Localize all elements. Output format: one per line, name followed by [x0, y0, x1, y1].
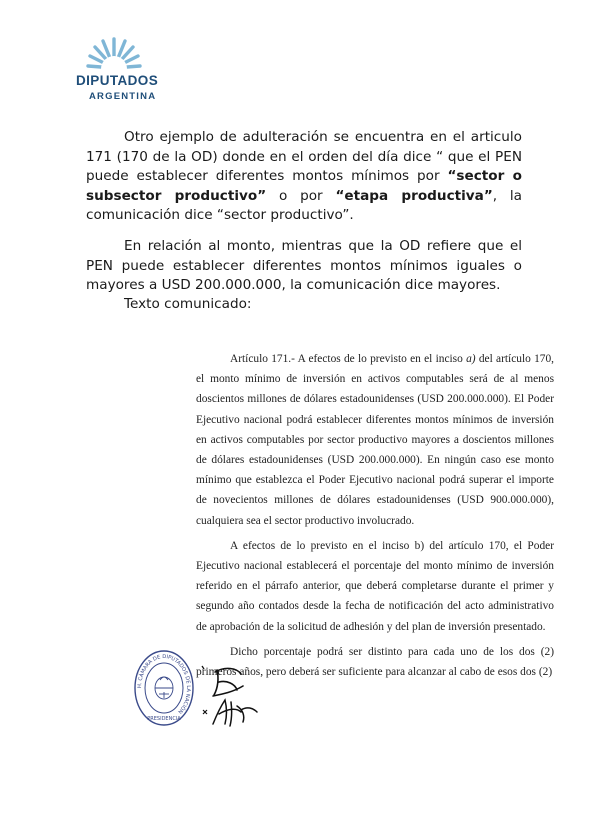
stamp-ring-text: H. CÁMARA DE DIPUTADOS DE LA NACIÓN: [136, 653, 192, 715]
handwritten-signature-2: [201, 696, 263, 730]
logo-name: DIPUTADOS: [76, 73, 159, 88]
article-171-text-1: Artículo 171.- A efectos de lo previsto en el inciso: [230, 353, 467, 365]
article-171-paragraph: [196, 349, 554, 531]
p1-text-1: Otro ejemplo de adulteración se encuentra en el articulo 171 (170 de la OD) donde en el orden del día dice “ que el PEN puede establecer diferentes montos mínimos por: [86, 129, 522, 184]
label-texto-comunicado: Texto comunicado:: [124, 296, 252, 312]
diputados-logo: [64, 36, 164, 106]
p1-bold-2: “etapa productiva”: [335, 187, 493, 204]
congress-dome-icon: [82, 36, 146, 70]
stamp-bottom-text: PRESIDENCIA: [147, 716, 181, 722]
p1-text-2: o por: [266, 187, 336, 204]
logo-country: ARGENTINA: [89, 91, 157, 102]
coat-of-arms-icon: [155, 677, 173, 699]
article-171-text-2: del artículo 170, el monto mínimo de inversión en activos computables será de al menos doscientos millones de dólares estadounidenses (USD 200.000.000). El Poder Ejecutivo nacional podrá establecer diferentes montos mínimos de inversión en activos computables por sector productivo mayores a doscientos millones de dólares estadounidenses (USD 200.000.000). En ningún caso ese monto mínimo que establezca el Poder Ejecutivo nacional podrá superar el importe de novecientos millones de dólares estadounidenses (USD 900.000.000), cualquiera sea el sector productivo involucrado.: [196, 353, 554, 527]
official-seal-stamp: [133, 648, 195, 728]
article-171-emphasis: a): [466, 353, 476, 365]
p1-bold-1: “sector o subsector productivo”: [86, 168, 522, 204]
paragraph-adulteration: [86, 128, 522, 226]
percentage-paragraph: Dicho porcentaje podrá ser distinto para cada uno de los dos (2) primeros años, pero deberá ser suficiente para alcanzar al cabo de esos dos (2): [196, 645, 554, 679]
p1-text-3: , la comunicación dice “sector productivo”.: [86, 187, 522, 223]
paragraph-amount: En relación al monto, mientras que la OD refiere que el PEN puede establecer diferentes montos mínimos iguales o mayores a USD 200.000.000, la comunicación dice mayores.: [86, 238, 522, 293]
inciso-b-paragraph: A efectos de lo previsto en el inciso b) del artículo 170, el Poder Ejecutivo nacional establecerá el porcentaje del monto mínimo de inversión referido en el párrafo anterior, que deberá completarse durante el primer y segundo año contados desde la fecha de notificación del acto administrativo de aprobación de la solicitud de adhesión y del plan de inversión presentado.: [196, 539, 554, 633]
scanned-article-excerpt: [196, 349, 554, 687]
